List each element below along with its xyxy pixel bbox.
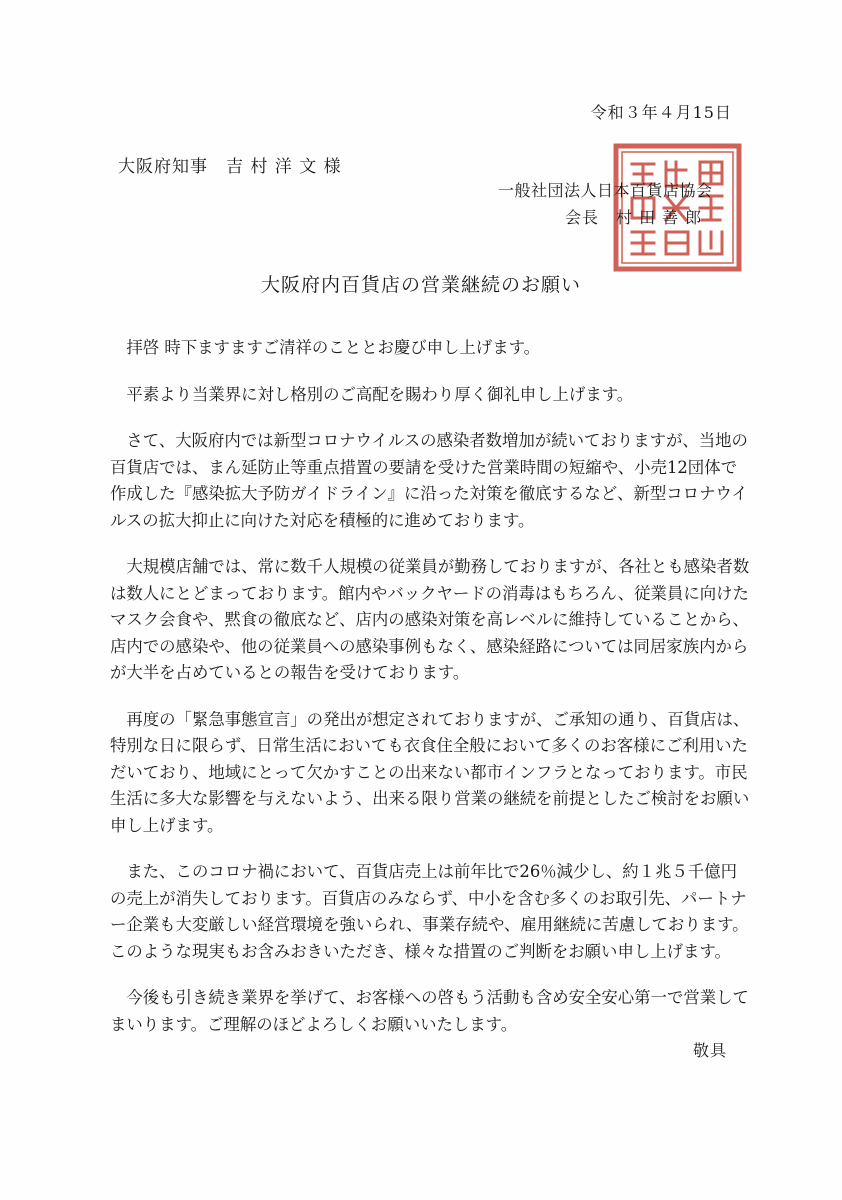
addressee: 大阪府知事 吉 村 洋 文 様 bbox=[118, 157, 342, 177]
letter-body bbox=[110, 335, 750, 1058]
paragraph-thanks: 平素より当業界に対し格別のご高配を賜わり厚く御礼申し上げます。 bbox=[126, 384, 634, 404]
paragraph-sales-impact: また、このコロナ禍において、百貨店売上は前年比で26％減少し、約１兆５千億円の売上が消失しております。百貨店のみならず、中小を含む多くのお取引先、パートナー企業も大変厳しい経営環境を強いられ、事業存続や、雇用継続に苦慮しております。このような現実もお含みおきいただき、様々な措置のご判断をお願い申し上げます。 bbox=[110, 862, 749, 961]
paragraph-commitment: 今後も引き続き業界を挙げて、お客様への啓もう活動も含め安全安心第一で営業してまいります。ご理解のほどよろしくお願いいたします。 bbox=[110, 988, 749, 1034]
paragraph-greeting: 拝啓 時下ますますご清祥のこととお慶び申し上げます。 bbox=[126, 338, 541, 357]
closing-word: 敬具 bbox=[692, 1041, 727, 1060]
letter-date: 令和３年４月15日 bbox=[590, 103, 732, 122]
letter-title: 大阪府内百貨店の営業継続のお願い bbox=[260, 274, 581, 296]
paragraph-store-measures: 大規模店舗では、常に数千人規模の従業員が勤務しておりますが、各社とも感染者数は数人にとどまっております。館内やバックヤードの消毒はもちろん、従業員に向けたマスク会食や、黙食の徹底など、店内の感染対策を高レベルに維持していることから、店内での感染や、他の従業員への感染事例もなく、感染経路については同居家族内からが大半を占めているとの報告を受けております。 bbox=[110, 557, 750, 682]
paragraph-request: 再度の「緊急事態宣言」の発出が想定されておりますが、ご承知の通り、百貨店は、特別な日に限らず、日常生活においても衣食住全般において多くのお客様にご利用いただいており、地域にとって欠かすことの出来ない都市インフラとなっております。市民生活に多大な影響を与えないよう、出来る限り営業の継続を前提としたご検討をお願い申し上げます。 bbox=[110, 709, 750, 835]
paragraph-situation: さて、大阪府内では新型コロナウイルスの感染者数増加が続いておりますが、当地の百貨店では、まん延防止等重点措置の要請を受けた営業時間の短縮や、小売12団体で作成した『感染拡大予防ガイドライン』に沿った対策を徹底するなど、新型コロナウイルスの拡大抑止に向けた対応を積極的に進めております。 bbox=[110, 431, 748, 530]
sender-name: 会長 村 田 善 郎 bbox=[565, 208, 703, 227]
sender-organization: 一般社団法人日本百貨店協会 bbox=[498, 181, 713, 200]
